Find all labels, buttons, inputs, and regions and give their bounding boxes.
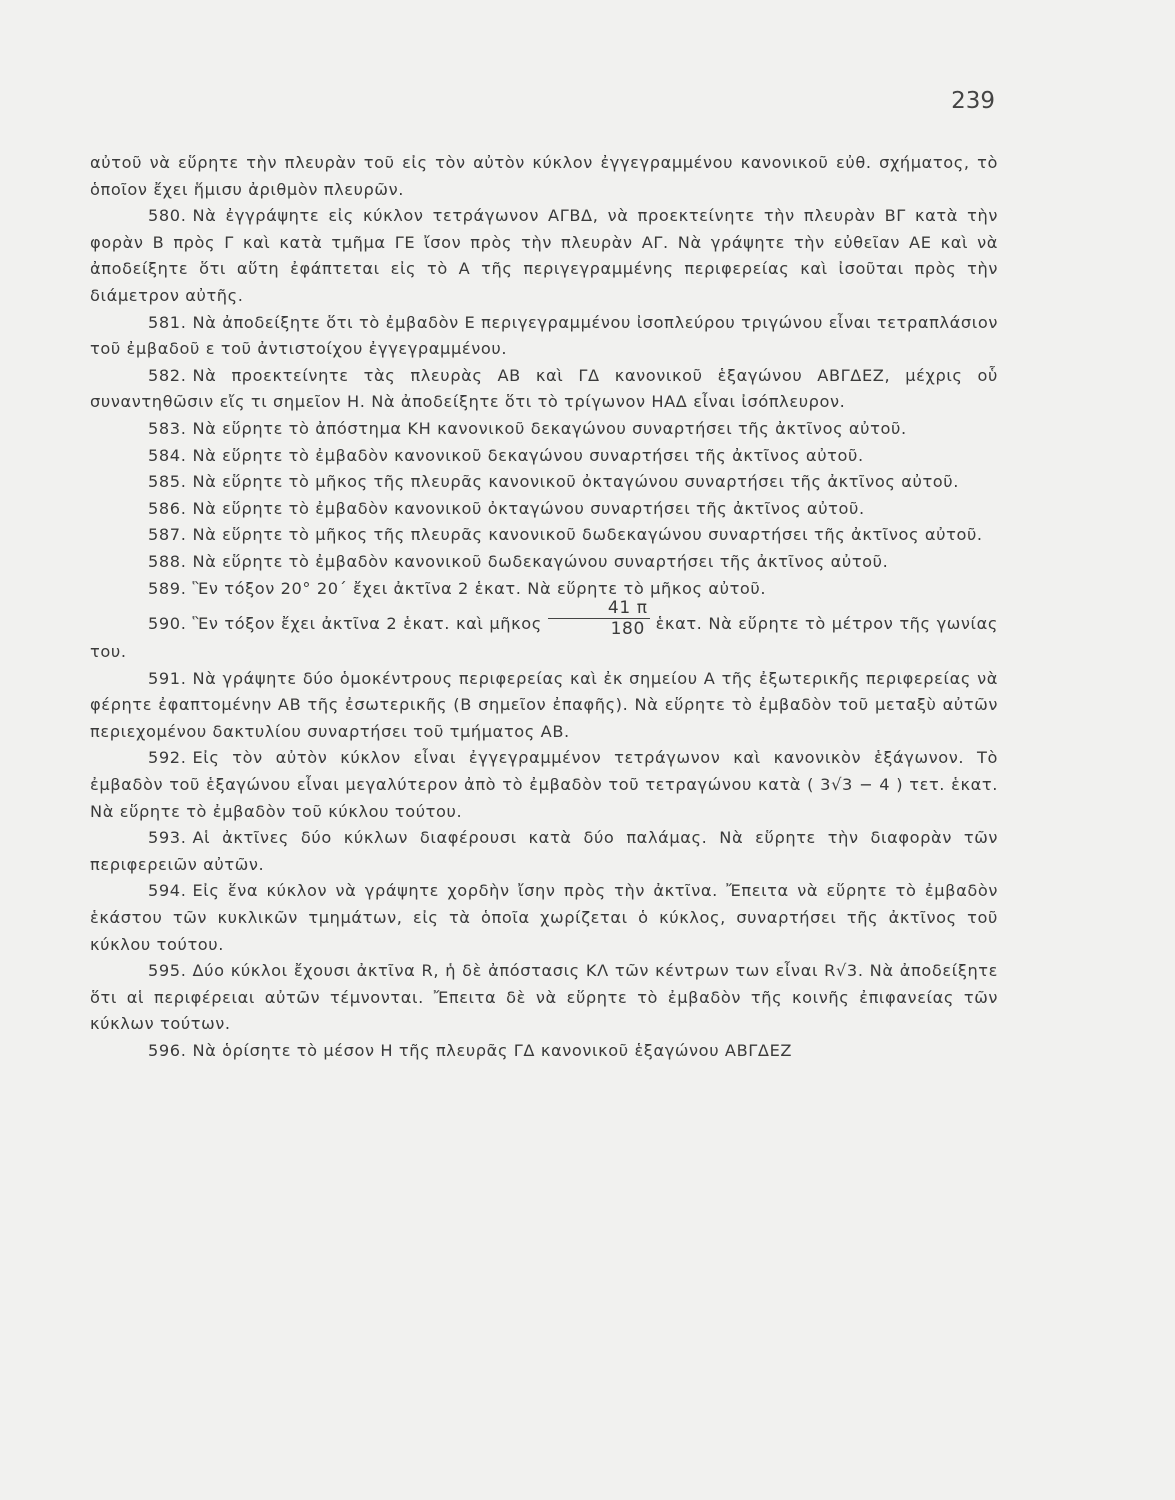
exercise-584	[90, 443, 998, 470]
exercise-587	[90, 522, 998, 549]
exercise-580	[90, 203, 998, 309]
exercise-text: Νὰ ὁρίσητε τὸ μέσον Η τῆς πλευρᾶς ΓΔ κανονικοῦ ἑξαγώνου ΑΒΓΔΕΖ	[192, 1041, 793, 1060]
exercise-number: 582.	[148, 365, 187, 385]
exercise-text: Δύο κύκλοι ἔχουσι ἀκτῖνα R, ἡ δὲ ἀπόστασις ΚΛ τῶν κέντρων των εἶναι R√3. Νὰ ἀποδείξητε ὅτι αἱ περιφέρειαι αὐτῶν τέμνονται. Ἔπειτα δὲ νὰ εὕρητε τὸ ἐμβαδὸν τῆς κοινῆς ἐπιφανείας τῶν κύκλων τούτων.	[90, 961, 998, 1034]
exercise-581	[90, 310, 998, 363]
fraction-denominator: 180	[610, 619, 645, 640]
exercise-number: 586.	[148, 498, 187, 518]
exercise-text: Εἰς τὸν αὐτὸν κύκλον εἶναι ἐγγεγραμμένον τετράγωνον καὶ κανονικὸν ἑξάγωνον. Τὸ ἐμβαδὸν τοῦ ἑξαγώνου εἶναι μεγαλύτερον ἀπὸ τὸ ἐμβαδὸν τοῦ τετραγώνου κατὰ ( 3√3 − 4 ) τετ. ἑκατ. Νὰ εὕρητε τὸ ἐμβαδὸν τοῦ κύκλου τούτου.	[90, 748, 998, 821]
exercise-text: Νὰ εὕρητε τὸ μῆκος τῆς πλευρᾶς κανονικοῦ ὀκταγώνου συναρτήσει τῆς ἀκτῖνος αὐτοῦ.	[192, 472, 960, 492]
exercise-number: 587.	[148, 525, 187, 545]
exercise-594	[90, 878, 998, 958]
fraction-numerator: 41 π	[548, 598, 650, 619]
exercise-595	[90, 958, 998, 1038]
exercise-number: 585.	[148, 472, 187, 492]
exercise-593	[90, 825, 998, 878]
exercise-number: 593.	[148, 828, 187, 848]
exercise-text: Εἰς ἕνα κύκλον νὰ γράψητε χορδὴν ἴσην πρὸς τὴν ἀκτῖνα. Ἔπειτα νὰ εὕρητε τὸ ἐμβαδὸν ἑκάστου τῶν κυκλικῶν τμημάτων, εἰς τὰ ὁποῖα χωρίζεται ὁ κύκλος, συναρτήσει τῆς ἀκτῖνος τοῦ κύκλου τούτου.	[90, 881, 998, 954]
exercise-590	[90, 598, 999, 666]
exercise-number: 583.	[148, 418, 187, 438]
exercise-589	[90, 576, 998, 603]
exercise-585	[90, 469, 998, 496]
exercise-text: Νὰ προεκτείνητε τὰς πλευρὰς ΑΒ καὶ ΓΔ κανονικοῦ ἑξαγώνου ΑΒΓΔΕΖ, μέχρις οὗ συναντηθῶσιν εἴς τι σημεῖον Η. Νὰ ἀποδείξητε ὅτι τὸ τρίγωνον ΗΑΔ εἶναι ἰσόπλευρον.	[90, 365, 998, 412]
exercise-583	[90, 416, 998, 443]
continuation-paragraph: αὐτοῦ νὰ εὕρητε τὴν πλευρὰν τοῦ εἰς τὸν αὐτὸν κύκλον ἐγγεγραμμένου κανονικοῦ εὐθ. σχήματος, τὸ ὁποῖον ἔχει ἥμισυ ἀριθμὸν πλευρῶν.	[90, 153, 998, 199]
exercise-text: Νὰ εὕρητε τὸ ἐμβαδὸν κανονικοῦ δεκαγώνου συναρτήσει τῆς ἀκτῖνος αὐτοῦ.	[192, 445, 864, 465]
exercise-text: Νὰ εὕρητε τὸ μῆκος τῆς πλευρᾶς κανονικοῦ δωδεκαγώνου συναρτήσει τῆς ἀκτῖνος αὐτοῦ.	[192, 525, 983, 545]
exercise-text: Νὰ ἀποδείξητε ὅτι τὸ ἐμβαδὸν Ε περιγεγραμμένου ἰσοπλεύρου τριγώνου εἶναι τετραπλάσιον τοῦ ἐμβαδοῦ ε τοῦ ἀντιστοίχου ἐγγεγραμμένου.	[90, 312, 998, 359]
exercise-592	[90, 745, 998, 825]
exercise-text-before-fraction: Ἓν τόξον ἔχει ἀκτῖνα 2 ἑκατ. καὶ μῆκος	[192, 614, 542, 634]
exercise-number: 594.	[148, 881, 187, 901]
exercise-text: Νὰ εὕρητε τὸ ἐμβαδὸν κανονικοῦ ὀκταγώνου συναρτήσει τῆς ἀκτῖνος αὐτοῦ.	[192, 498, 865, 518]
exercise-number: 580.	[148, 206, 187, 226]
exercise-text: Ἓν τόξον 20° 20΄ ἔχει ἀκτῖνα 2 ἑκατ. Νὰ εὕρητε τὸ μῆκος αὐτοῦ.	[192, 578, 767, 598]
exercise-number: 590.	[148, 614, 187, 634]
exercise-number: 591.	[148, 668, 187, 688]
exercise-number: 584.	[148, 445, 187, 465]
exercise-text-after-fraction: ἑκατ. Νὰ εὕρητε τὸ μέτρον τῆς γωνίας του.	[90, 614, 999, 662]
exercise-number: 595.	[148, 961, 187, 981]
page-number: 239	[951, 88, 995, 114]
exercise-number: 592.	[148, 748, 187, 768]
exercise-number: 596.	[148, 1041, 187, 1060]
fraction	[548, 598, 650, 639]
exercise-596	[90, 1038, 998, 1065]
page-text	[90, 150, 998, 1065]
exercise-text: Νὰ εὕρητε τὸ ἐμβαδὸν κανονικοῦ δωδεκαγώνου συναρτήσει τῆς ἀκτῖνος αὐτοῦ.	[192, 551, 889, 571]
exercise-text: Νὰ ἐγγράψητε εἰς κύκλον τετράγωνον ΑΓΒΔ, νὰ προεκτείνητε τὴν πλευρὰν ΒΓ κατὰ τὴν φορὰν Β πρὸς Γ καὶ κατὰ τμῆμα ΓΕ ἴσον πρὸς τὴν πλευρὰν ΑΓ. Νὰ γράψητε τὴν εὐθεῖαν ΑΕ καὶ νὰ ἀποδείξητε ὅτι αὕτη ἐφάπτεται εἰς τὸ Α τῆς περιγεγραμμένης περιφερείας καὶ ἰσοῦται πρὸς τὴν διάμετρον αὐτῆς.	[90, 206, 998, 305]
exercise-text: Αἱ ἀκτῖνες δύο κύκλων διαφέρουσι κατὰ δύο παλάμας. Νὰ εὕρητε τὴν διαφορὰν τῶν περιφερειῶν αὐτῶν.	[90, 828, 998, 874]
exercise-591	[90, 666, 998, 746]
exercise-582	[90, 363, 998, 416]
exercise-number: 588.	[148, 551, 187, 571]
exercise-588	[90, 549, 998, 576]
exercise-text: Νὰ εὕρητε τὸ ἀπόστημα ΚΗ κανονικοῦ δεκαγώνου συναρτήσει τῆς ἀκτῖνος αὐτοῦ.	[192, 418, 907, 438]
exercise-586	[90, 496, 998, 523]
exercise-text: Νὰ γράψητε δύο ὁμοκέντρους περιφερείας καὶ ἐκ σημείου Α τῆς ἐξωτερικῆς περιφερείας νὰ φέρητε ἐφαπτομένην ΑΒ τῆς ἐσωτερικῆς (Β σημεῖον ἐπαφῆς). Νὰ εὕρητε τὸ ἐμβαδὸν τοῦ μεταξὺ αὐτῶν περιεχομένου δακτυλίου συναρτήσει τοῦ τμήματος ΑΒ.	[90, 668, 998, 741]
exercise-number: 589.	[148, 578, 187, 598]
exercise-number: 581.	[148, 312, 187, 332]
